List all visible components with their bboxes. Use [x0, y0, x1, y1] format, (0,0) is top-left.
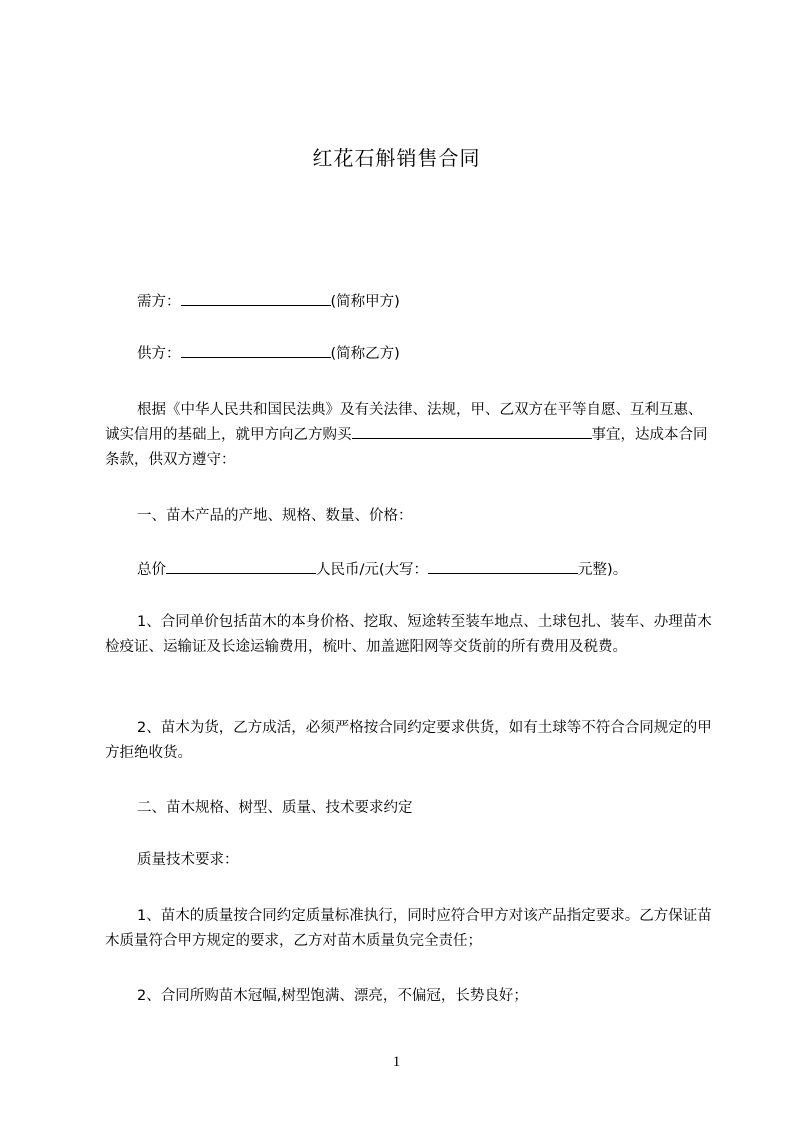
total-price-words-blank[interactable] [428, 559, 578, 574]
total-price-line [105, 558, 715, 583]
section2-clause2: 2、合同所购苗木冠幅,树型饱满、漂亮，不偏冠，长势良好； [137, 988, 528, 1004]
total-price-middle: 人民币/元(大写： [316, 562, 429, 578]
section1-heading: 一、苗木产品的产地、规格、数量、价格： [137, 508, 413, 524]
total-price-suffix: 元整)。 [578, 562, 628, 578]
party-a-line [105, 290, 715, 315]
purchase-item-blank[interactable] [352, 424, 592, 439]
contract-title: 红花石斛销售合同 [312, 146, 481, 170]
party-b-suffix: (简称乙方) [330, 346, 400, 362]
preamble-paragraph [105, 398, 715, 473]
total-price-blank[interactable] [166, 559, 316, 574]
page-number: 1 [392, 1054, 401, 1070]
section1-clause1: 1、合同单价包括苗木的本身价格、挖取、短途转至装车地点、土球包扎、装车、办理苗木检疫证、运输证及长途运输费用，梳叶、加盖遮阳网等交货前的所有费用及税费。 [105, 614, 712, 655]
party-a-label: 需方： [137, 294, 181, 310]
section2-clause1: 1、苗木的质量按合同约定质量标准执行，同时应符合甲方对该产品指定要求。乙方保证苗木质量符合甲方规定的要求，乙方对苗木质量负完全责任； [105, 908, 712, 949]
preamble-text: 根据《中华人民共和国民法典》及有关法律、法规，甲、乙双方在平等自愿、互利互惠、诚实信用的基础上，就甲方向乙方购买 [105, 402, 703, 443]
party-a-blank[interactable] [181, 291, 331, 306]
section2-heading: 二、苗木规格、树型、质量、技术要求约定 [137, 800, 413, 816]
section2-subheading: 质量技术要求： [137, 852, 239, 868]
party-b-label: 供方： [137, 346, 181, 362]
party-a-suffix: (简称甲方) [330, 294, 400, 310]
section1-clause2: 2、苗木为货，乙方成活，必须严格按合同约定要求供货，如有土球等不符合合同规定的甲方拒绝收货。 [105, 720, 712, 761]
total-price-prefix: 总价 [137, 562, 166, 578]
party-b-blank[interactable] [181, 343, 331, 358]
party-b-line [105, 342, 715, 367]
preamble-end: 事宜，达成本合同条款，供双方遵守： [105, 427, 708, 468]
